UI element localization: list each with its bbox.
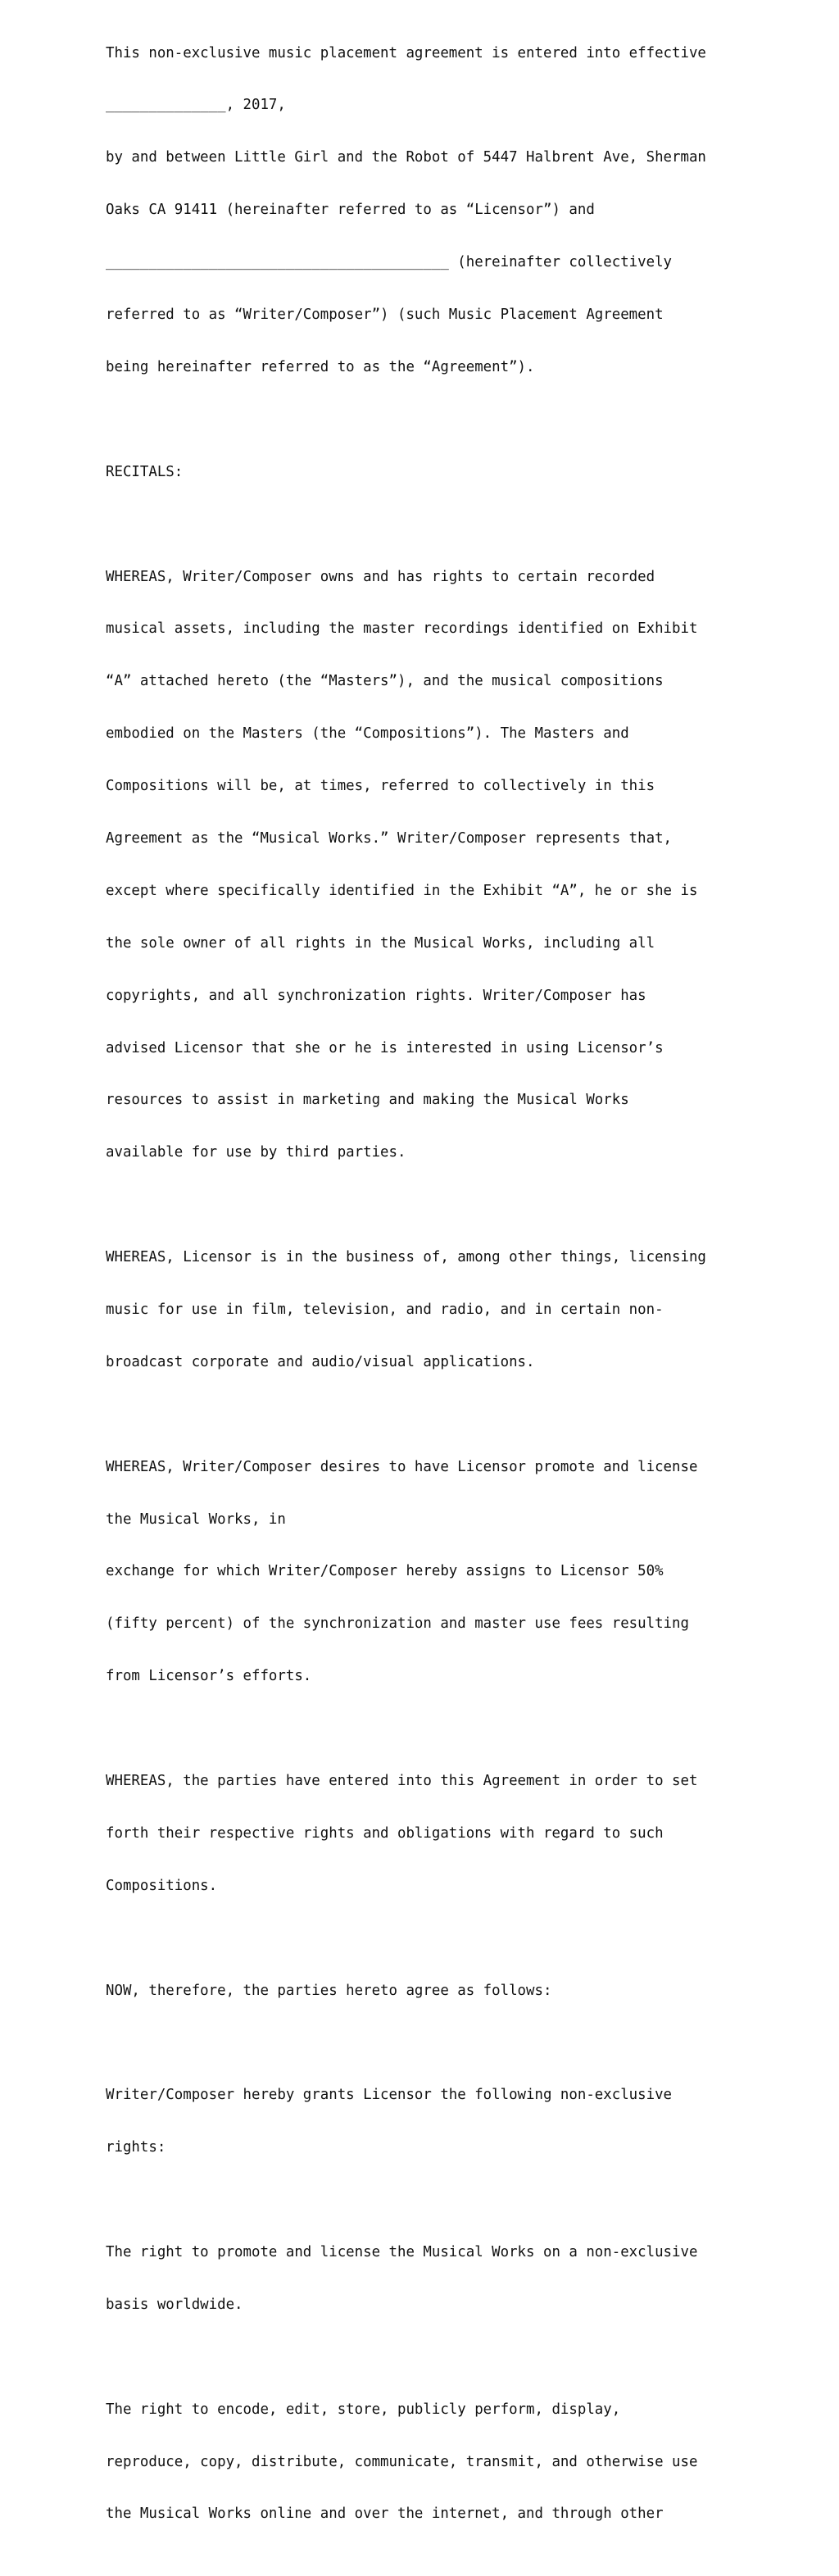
agreement-text bbox=[106, 10, 745, 2576]
whereas-paragraph bbox=[106, 1424, 745, 1720]
now-therefore-paragraph bbox=[106, 1947, 745, 2034]
text-line: advised Licensor that she or he is interested in using Licensor’s bbox=[106, 1039, 664, 1056]
text-line: the sole owner of all rights in the Musical Works, including all bbox=[106, 934, 655, 952]
text-line: being hereinafter referred to as the “Agreement”). bbox=[106, 358, 535, 375]
text-line: RECITALS: bbox=[106, 463, 184, 480]
text-line: by and between Little Girl and the Robot of 5447 Halbrent Ave, Sherman bbox=[106, 149, 706, 166]
text-line: referred to as “Writer/Composer”) (such Music Placement Agreement bbox=[106, 307, 664, 324]
text-line: NOW, therefore, the parties hereto agree as follows: bbox=[106, 1982, 552, 1999]
right-paragraph bbox=[106, 2366, 745, 2558]
text-line: from Licensor’s efforts. bbox=[106, 1668, 312, 1685]
text-line: ______________, 2017, bbox=[106, 97, 286, 114]
text-line: reproduce, copy, distribute, communicate, transmit, and otherwise use bbox=[106, 2453, 698, 2470]
text-line: WHEREAS, the parties have entered into this Agreement in order to set bbox=[106, 1772, 698, 1789]
text-line: The right to encode, edit, store, publicly perform, display, bbox=[106, 2401, 621, 2418]
text-line: WHEREAS, Licensor is in the business of, among other things, licensing bbox=[106, 1249, 706, 1266]
text-line: WHEREAS, Writer/Composer desires to have Licensor promote and license bbox=[106, 1458, 698, 1475]
whereas-paragraph bbox=[106, 534, 745, 1197]
text-line: Agreement as the “Musical Works.” Writer/Composer represents that, bbox=[106, 829, 673, 847]
text-line: Oaks CA 91411 (hereinafter referred to as “Licensor”) and bbox=[106, 202, 595, 219]
text-line: (fifty percent) of the synchronization and master use fees resulting bbox=[106, 1615, 689, 1633]
text-line: embodied on the Masters (the “Compositions”). The Masters and bbox=[106, 725, 629, 743]
text-line: musical assets, including the master recordings identified on Exhibit bbox=[106, 620, 698, 638]
intro-paragraph bbox=[106, 10, 745, 411]
grants-paragraph bbox=[106, 2052, 745, 2192]
text-line: The right to promote and license the Musical Works on a non-exclusive bbox=[106, 2244, 698, 2260]
text-line: Compositions. bbox=[106, 1877, 218, 1894]
right-paragraph bbox=[106, 2209, 745, 2348]
text-line: WHEREAS, Writer/Composer owns and has rights to certain recorded bbox=[106, 568, 655, 585]
text-line: basis worldwide. bbox=[106, 2296, 243, 2313]
text-line: broadcast corporate and audio/visual applications. bbox=[106, 1353, 535, 1370]
whereas-paragraph bbox=[106, 1738, 745, 1929]
text-line: the Musical Works, in bbox=[106, 1511, 286, 1528]
text-line: “A” attached hereto (the “Masters”), and the musical compositions bbox=[106, 673, 664, 690]
text-line: Compositions will be, at times, referred to collectively in this bbox=[106, 778, 655, 795]
text-line: Writer/Composer hereby grants Licensor the following non-exclusive bbox=[106, 2087, 673, 2104]
text-line: copyrights, and all synchronization rights. Writer/Composer has bbox=[106, 987, 646, 1004]
text-line: available for use by third parties. bbox=[106, 1144, 406, 1161]
text-line: resources to assist in marketing and making the Musical Works bbox=[106, 1092, 629, 1109]
recitals-heading bbox=[106, 429, 745, 516]
text-line: exchange for which Writer/Composer hereby assigns to Licensor 50% bbox=[106, 1563, 664, 1580]
text-line: rights: bbox=[106, 2139, 166, 2156]
text-line: the Musical Works online and over the internet, and through other bbox=[106, 2506, 664, 2523]
text-line: ________________________________________ (hereinafter collectively bbox=[106, 254, 673, 271]
text-line: except where specifically identified in the Exhibit “A”, he or she is bbox=[106, 882, 698, 899]
text-line: music for use in film, television, and radio, and in certain non- bbox=[106, 1301, 664, 1318]
text-line: This non-exclusive music placement agreement is entered into effective bbox=[106, 44, 706, 61]
text-line: forth their respective rights and obligations with regard to such bbox=[106, 1824, 664, 1842]
whereas-paragraph bbox=[106, 1214, 745, 1406]
